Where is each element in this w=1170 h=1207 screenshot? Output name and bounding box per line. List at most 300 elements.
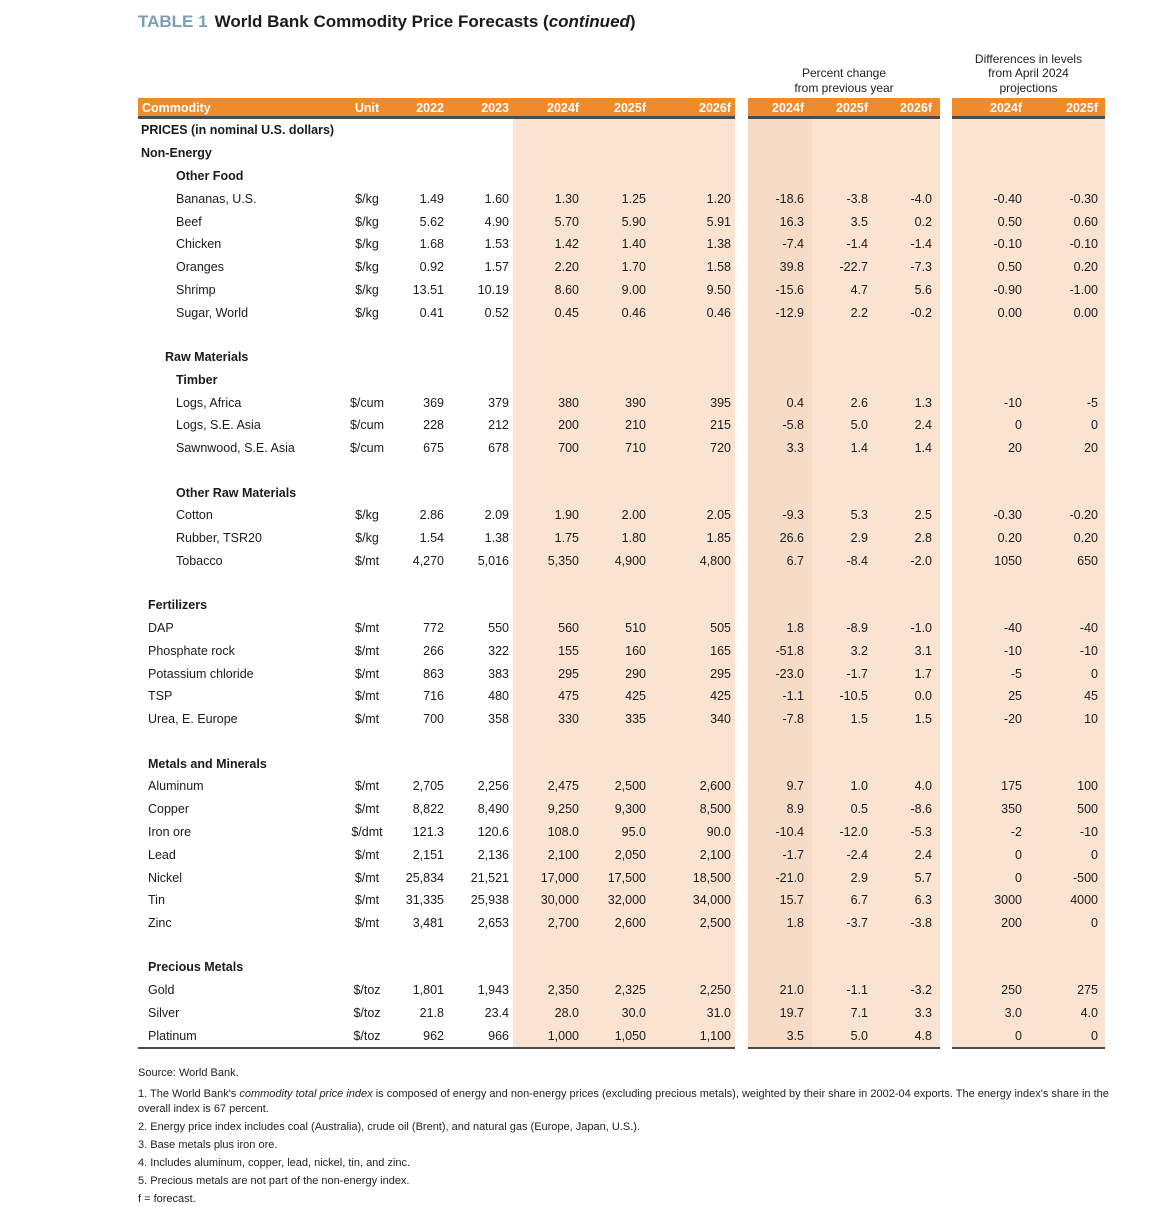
price-2026f: 9.50 [650, 279, 735, 302]
pct-2025f: 1.5 [812, 708, 876, 731]
price-2026f: 720 [650, 437, 735, 460]
price-2023: 2,653 [477, 916, 509, 931]
table-row [138, 843, 1170, 866]
diff-2025f: -40 [1029, 617, 1105, 640]
pct-2026f [876, 119, 940, 142]
price-2024f: 1.75 [513, 527, 583, 550]
price-2026f [650, 956, 735, 979]
price-2026f: 31.0 [650, 1002, 735, 1025]
table-number: TABLE 1 [138, 12, 208, 31]
diff-2025f: 0.00 [1029, 301, 1105, 324]
pct-2024f [748, 142, 812, 165]
diff-2024f [952, 368, 1029, 391]
table-title [138, 12, 1170, 32]
commodity-label: Platinum [148, 1028, 197, 1043]
column-gap [940, 504, 952, 527]
unit-cell: $/mt [354, 870, 380, 885]
price-2022 [396, 481, 448, 504]
price-2023: 1.57 [484, 260, 509, 275]
price-2026f [650, 731, 735, 753]
pct-2026f: 2.5 [876, 504, 940, 527]
price-2022: 1.54 [419, 531, 444, 546]
footnote [138, 1192, 1123, 1207]
price-2026f: 2,250 [650, 979, 735, 1002]
column-gap [735, 866, 748, 889]
table-row [138, 912, 1170, 935]
diff-header-bar [952, 98, 1105, 119]
price-2026f [650, 119, 735, 142]
diff-2025f: 4000 [1029, 889, 1105, 912]
price-2026f [650, 594, 735, 617]
pct-2024f [748, 572, 812, 594]
pct-2025f [812, 324, 876, 346]
price-2022: 369 [423, 395, 444, 410]
column-gap [940, 617, 952, 640]
diff-2024f: 0.50 [952, 210, 1029, 233]
unit-cell: $/toz [353, 983, 381, 998]
column-gap [940, 889, 952, 912]
column-gap [735, 368, 748, 391]
price-2022 [396, 346, 448, 369]
bottom-rule-gap [735, 1047, 748, 1050]
price-2026f: 2.05 [650, 504, 735, 527]
footnote-italic-segment: commodity total price index [239, 1088, 373, 1101]
diff-2025f: -10 [1029, 821, 1105, 844]
price-2026f: 90.0 [650, 821, 735, 844]
pct-2026f: 1.7 [876, 662, 940, 685]
section-row [138, 346, 1170, 369]
bar-gap [735, 98, 748, 119]
price-2025f: 5.90 [583, 210, 650, 233]
price-2025f [583, 324, 650, 346]
commodity-label: Chicken [176, 237, 222, 252]
unit-cell: $/dmt [351, 824, 383, 839]
pct-2026f [876, 731, 940, 753]
column-gap [735, 119, 748, 142]
diff-2024f: -40 [952, 617, 1029, 640]
price-2025f [583, 460, 650, 482]
pct-2026f: -0.2 [876, 301, 940, 324]
column-gap [940, 775, 952, 798]
diff-2024f: 1050 [952, 550, 1029, 573]
price-2026f: 0.46 [650, 301, 735, 324]
diff-2024f: 200 [952, 912, 1029, 935]
price-2023 [448, 119, 513, 142]
diff-2025f [1029, 956, 1105, 979]
diff-2025f [1029, 346, 1105, 369]
column-gap [735, 165, 748, 188]
commodity-label: Non-Energy [141, 146, 212, 161]
column-gap [735, 279, 748, 302]
price-2024f [513, 935, 583, 957]
column-gap [940, 233, 952, 256]
table-body [138, 119, 1170, 1047]
unit-cell: $/mt [354, 802, 380, 817]
diff-2024f [952, 165, 1029, 188]
column-gap [735, 935, 748, 957]
price-2024f: 1.90 [513, 504, 583, 527]
column-gap [940, 821, 952, 844]
commodity-label: Logs, S.E. Asia [176, 418, 261, 433]
price-2026f: 1.20 [650, 187, 735, 210]
pct-col-header-2025f: 2025f [836, 101, 868, 115]
column-gap [735, 912, 748, 935]
pct-2026f [876, 935, 940, 957]
column-gap [735, 481, 748, 504]
column-group-headers [138, 32, 1170, 98]
pct-header-bar [748, 98, 940, 119]
pct-2024f: -51.8 [748, 639, 812, 662]
bottom-rule-diff [952, 1047, 1105, 1050]
price-2022: 0.92 [419, 260, 444, 275]
table-bottom-rule [138, 1047, 1170, 1050]
commodity-label: Nickel [148, 870, 183, 885]
table-row [138, 550, 1170, 573]
price-2026f: 34,000 [650, 889, 735, 912]
col-header-2022: 2022 [416, 101, 444, 115]
price-2024f: 8.60 [513, 279, 583, 302]
price-2024f: 5,350 [513, 550, 583, 573]
diff-col-header-2024f: 2024f [990, 101, 1022, 115]
column-gap [940, 912, 952, 935]
pct-2025f [812, 594, 876, 617]
diff-2024f: 350 [952, 798, 1029, 821]
column-gap [735, 572, 748, 594]
price-2025f: 1.40 [583, 233, 650, 256]
commodity-label [138, 935, 338, 957]
main-header-bar [138, 98, 735, 119]
price-2022: 21.8 [419, 1005, 444, 1020]
column-gap [940, 979, 952, 1002]
pct-2024f: 26.6 [748, 527, 812, 550]
price-2023: 4.90 [484, 214, 509, 229]
diff-2024f: -20 [952, 708, 1029, 731]
price-2022: 863 [423, 666, 444, 681]
price-2024f: 5.70 [513, 210, 583, 233]
section-row [138, 119, 1170, 142]
price-2023: 1.60 [484, 191, 509, 206]
unit-cell [338, 460, 396, 482]
pct-2024f: -15.6 [748, 279, 812, 302]
price-2025f: 510 [583, 617, 650, 640]
commodity-label: Sugar, World [176, 305, 249, 320]
price-2026f: 8,500 [650, 798, 735, 821]
diff-2025f: 0.20 [1029, 256, 1105, 279]
unit-cell: $/mt [354, 847, 380, 862]
pct-2024f: -7.8 [748, 708, 812, 731]
pct-2025f [812, 572, 876, 594]
price-2025f [583, 481, 650, 504]
column-gap [940, 368, 952, 391]
column-gap [735, 346, 748, 369]
diff-2025f: -1.00 [1029, 279, 1105, 302]
pct-2025f: 3.5 [812, 210, 876, 233]
price-2023 [448, 572, 513, 594]
price-2025f: 0.46 [583, 301, 650, 324]
pct-2026f: -3.2 [876, 979, 940, 1002]
price-2024f: 200 [513, 414, 583, 437]
pct-2026f [876, 956, 940, 979]
price-2024f: 1,000 [513, 1024, 583, 1047]
unit-cell: $/mt [354, 621, 380, 636]
source-note: Source: World Bank. [138, 1067, 239, 1080]
price-2025f: 95.0 [583, 821, 650, 844]
price-2024f: 475 [513, 685, 583, 708]
pct-group-line-2: from previous year [794, 80, 894, 95]
pct-2026f: 4.8 [876, 1024, 940, 1047]
table-row [138, 527, 1170, 550]
price-2024f: 1.30 [513, 187, 583, 210]
diff-2025f: 0.20 [1029, 527, 1105, 550]
spacer-row [138, 460, 1170, 482]
diff-2025f: 0.60 [1029, 210, 1105, 233]
table-row [138, 685, 1170, 708]
diff-2025f [1029, 935, 1105, 957]
unit-cell [338, 572, 396, 594]
pct-2026f [876, 460, 940, 482]
price-2026f [650, 935, 735, 957]
price-2024f: 295 [513, 662, 583, 685]
diff-2024f [952, 956, 1029, 979]
unit-cell: $/kg [355, 508, 379, 523]
price-2022 [396, 572, 448, 594]
pct-2025f: 4.7 [812, 279, 876, 302]
footnote [138, 1174, 1123, 1189]
price-2025f: 9,300 [583, 798, 650, 821]
price-2025f [583, 119, 650, 142]
pct-2024f [748, 460, 812, 482]
column-gap [940, 481, 952, 504]
commodity-label: Metals and Minerals [148, 756, 267, 771]
unit-cell [338, 142, 396, 165]
commodity-label: Zinc [148, 916, 172, 931]
diff-2025f [1029, 119, 1105, 142]
pct-2024f: -12.9 [748, 301, 812, 324]
price-2023: 10.19 [477, 282, 509, 297]
commodity-label: DAP [148, 621, 174, 636]
pct-2024f: 0.4 [748, 391, 812, 414]
price-2023: 379 [488, 395, 509, 410]
pct-2025f [812, 119, 876, 142]
price-2025f: 390 [583, 391, 650, 414]
column-gap [940, 594, 952, 617]
diff-2025f [1029, 572, 1105, 594]
diff-2025f [1029, 752, 1105, 775]
price-2023: 5,016 [477, 553, 509, 568]
diff-2025f: 45 [1029, 685, 1105, 708]
pct-2026f [876, 324, 940, 346]
diff-2025f: -10 [1029, 639, 1105, 662]
column-gap [735, 414, 748, 437]
diff-2024f: 0 [952, 866, 1029, 889]
commodity-label [138, 731, 338, 753]
table-row [138, 979, 1170, 1002]
price-2023 [448, 368, 513, 391]
column-gap [735, 889, 748, 912]
price-2023 [448, 324, 513, 346]
diff-2024f [952, 481, 1029, 504]
pct-2026f: 3.1 [876, 639, 940, 662]
price-2025f: 710 [583, 437, 650, 460]
price-2024f [513, 481, 583, 504]
price-2026f [650, 481, 735, 504]
diff-2025f: -500 [1029, 866, 1105, 889]
price-2024f: 380 [513, 391, 583, 414]
price-2026f: 165 [650, 639, 735, 662]
price-2026f [650, 165, 735, 188]
pct-2025f: 5.0 [812, 1024, 876, 1047]
pct-2026f [876, 346, 940, 369]
price-2026f: 340 [650, 708, 735, 731]
price-2026f [650, 572, 735, 594]
price-2026f: 505 [650, 617, 735, 640]
column-gap [940, 662, 952, 685]
price-2022: 772 [423, 621, 444, 636]
commodity-label: Lead [148, 847, 176, 862]
commodity-label: Bananas, U.S. [176, 191, 257, 206]
diff-2024f: 25 [952, 685, 1029, 708]
diff-2024f: -10 [952, 639, 1029, 662]
footnote-segment: 5. Precious metals are not part of the non-energy index. [138, 1175, 410, 1188]
price-2024f: 1.42 [513, 233, 583, 256]
bar-gap [940, 98, 952, 119]
pct-2025f: 1.0 [812, 775, 876, 798]
pct-2024f [748, 752, 812, 775]
footnotes [138, 1066, 1123, 1207]
commodity-label: Urea, E. Europe [148, 712, 238, 727]
unit-cell: $/kg [355, 305, 379, 320]
pct-2026f: 4.0 [876, 775, 940, 798]
price-2022 [396, 119, 448, 142]
pct-2024f: 6.7 [748, 550, 812, 573]
pct-2024f: -21.0 [748, 866, 812, 889]
price-2025f: 1,050 [583, 1024, 650, 1047]
column-gap [735, 708, 748, 731]
column-gap [735, 256, 748, 279]
price-2022: 5.62 [419, 214, 444, 229]
diff-2024f: 0.50 [952, 256, 1029, 279]
table-row [138, 504, 1170, 527]
paren-close: ) [629, 12, 636, 31]
price-2023: 322 [488, 643, 509, 658]
unit-cell [338, 165, 396, 188]
table-row [138, 639, 1170, 662]
column-gap [735, 685, 748, 708]
column-gap [735, 437, 748, 460]
column-gap [735, 639, 748, 662]
price-2025f [583, 142, 650, 165]
diff-2024f [952, 594, 1029, 617]
unit-cell: $/mt [354, 893, 380, 908]
diff-2025f: 10 [1029, 708, 1105, 731]
price-2022: 8,822 [412, 802, 444, 817]
col-header-2025f: 2025f [614, 101, 646, 115]
pct-2026f: -1.4 [876, 233, 940, 256]
price-2024f: 2,475 [513, 775, 583, 798]
price-2025f: 290 [583, 662, 650, 685]
price-2026f: 4,800 [650, 550, 735, 573]
price-2022 [396, 142, 448, 165]
diff-2025f [1029, 731, 1105, 753]
pct-2025f [812, 460, 876, 482]
price-2025f: 17,500 [583, 866, 650, 889]
unit-cell: $/kg [355, 237, 379, 252]
diff-2024f: 0.20 [952, 527, 1029, 550]
column-gap [735, 617, 748, 640]
section-row [138, 165, 1170, 188]
price-2022: 121.3 [412, 824, 444, 839]
pct-col-header-2026f: 2026f [900, 101, 932, 115]
commodity-label: Oranges [176, 260, 224, 275]
column-gap [940, 708, 952, 731]
column-gap [940, 1002, 952, 1025]
column-gap [735, 527, 748, 550]
price-2022: 228 [423, 418, 444, 433]
commodity-label: Potassium chloride [148, 666, 254, 681]
pct-2025f: -8.9 [812, 617, 876, 640]
price-2022: 25,834 [405, 870, 444, 885]
diff-col-header-2025f: 2025f [1066, 101, 1098, 115]
column-gap [735, 324, 748, 346]
price-2023: 1.53 [484, 237, 509, 252]
diff-2025f: 0 [1029, 843, 1105, 866]
section-row [138, 594, 1170, 617]
pct-2026f: -8.6 [876, 798, 940, 821]
price-2023: 966 [488, 1028, 509, 1043]
diff-2024f: -10 [952, 391, 1029, 414]
price-2023 [448, 460, 513, 482]
price-2026f: 1.58 [650, 256, 735, 279]
diff-2025f: 0 [1029, 912, 1105, 935]
pct-2024f: 3.3 [748, 437, 812, 460]
diff-2024f [952, 572, 1029, 594]
price-2025f: 335 [583, 708, 650, 731]
diff-2025f: 0 [1029, 414, 1105, 437]
pct-2026f: -5.3 [876, 821, 940, 844]
commodity-label: Silver [148, 1005, 180, 1020]
column-gap [735, 662, 748, 685]
price-2022: 1,801 [412, 983, 444, 998]
pct-2025f: -3.7 [812, 912, 876, 935]
table-row [138, 391, 1170, 414]
pct-2026f: 2.4 [876, 414, 940, 437]
column-gap [940, 165, 952, 188]
pct-2024f [748, 368, 812, 391]
price-2025f: 2,325 [583, 979, 650, 1002]
pct-2025f [812, 731, 876, 753]
price-2024f [513, 572, 583, 594]
column-gap [940, 460, 952, 482]
unit-cell: $/mt [354, 666, 380, 681]
table-row [138, 414, 1170, 437]
pct-2024f: 16.3 [748, 210, 812, 233]
diff-2024f [952, 324, 1029, 346]
footnote-segment: f = forecast. [138, 1193, 196, 1206]
section-row [138, 368, 1170, 391]
price-2023: 1.38 [484, 531, 509, 546]
price-2023 [448, 142, 513, 165]
price-2026f: 425 [650, 685, 735, 708]
footnote-segment: 3. Base metals plus iron ore. [138, 1139, 278, 1152]
column-gap [940, 685, 952, 708]
price-2022 [396, 956, 448, 979]
price-2022 [396, 460, 448, 482]
unit-cell: $/kg [355, 191, 379, 206]
price-2024f [513, 594, 583, 617]
table-row [138, 233, 1170, 256]
diff-2024f [952, 935, 1029, 957]
commodity-label: Tobacco [176, 553, 223, 568]
